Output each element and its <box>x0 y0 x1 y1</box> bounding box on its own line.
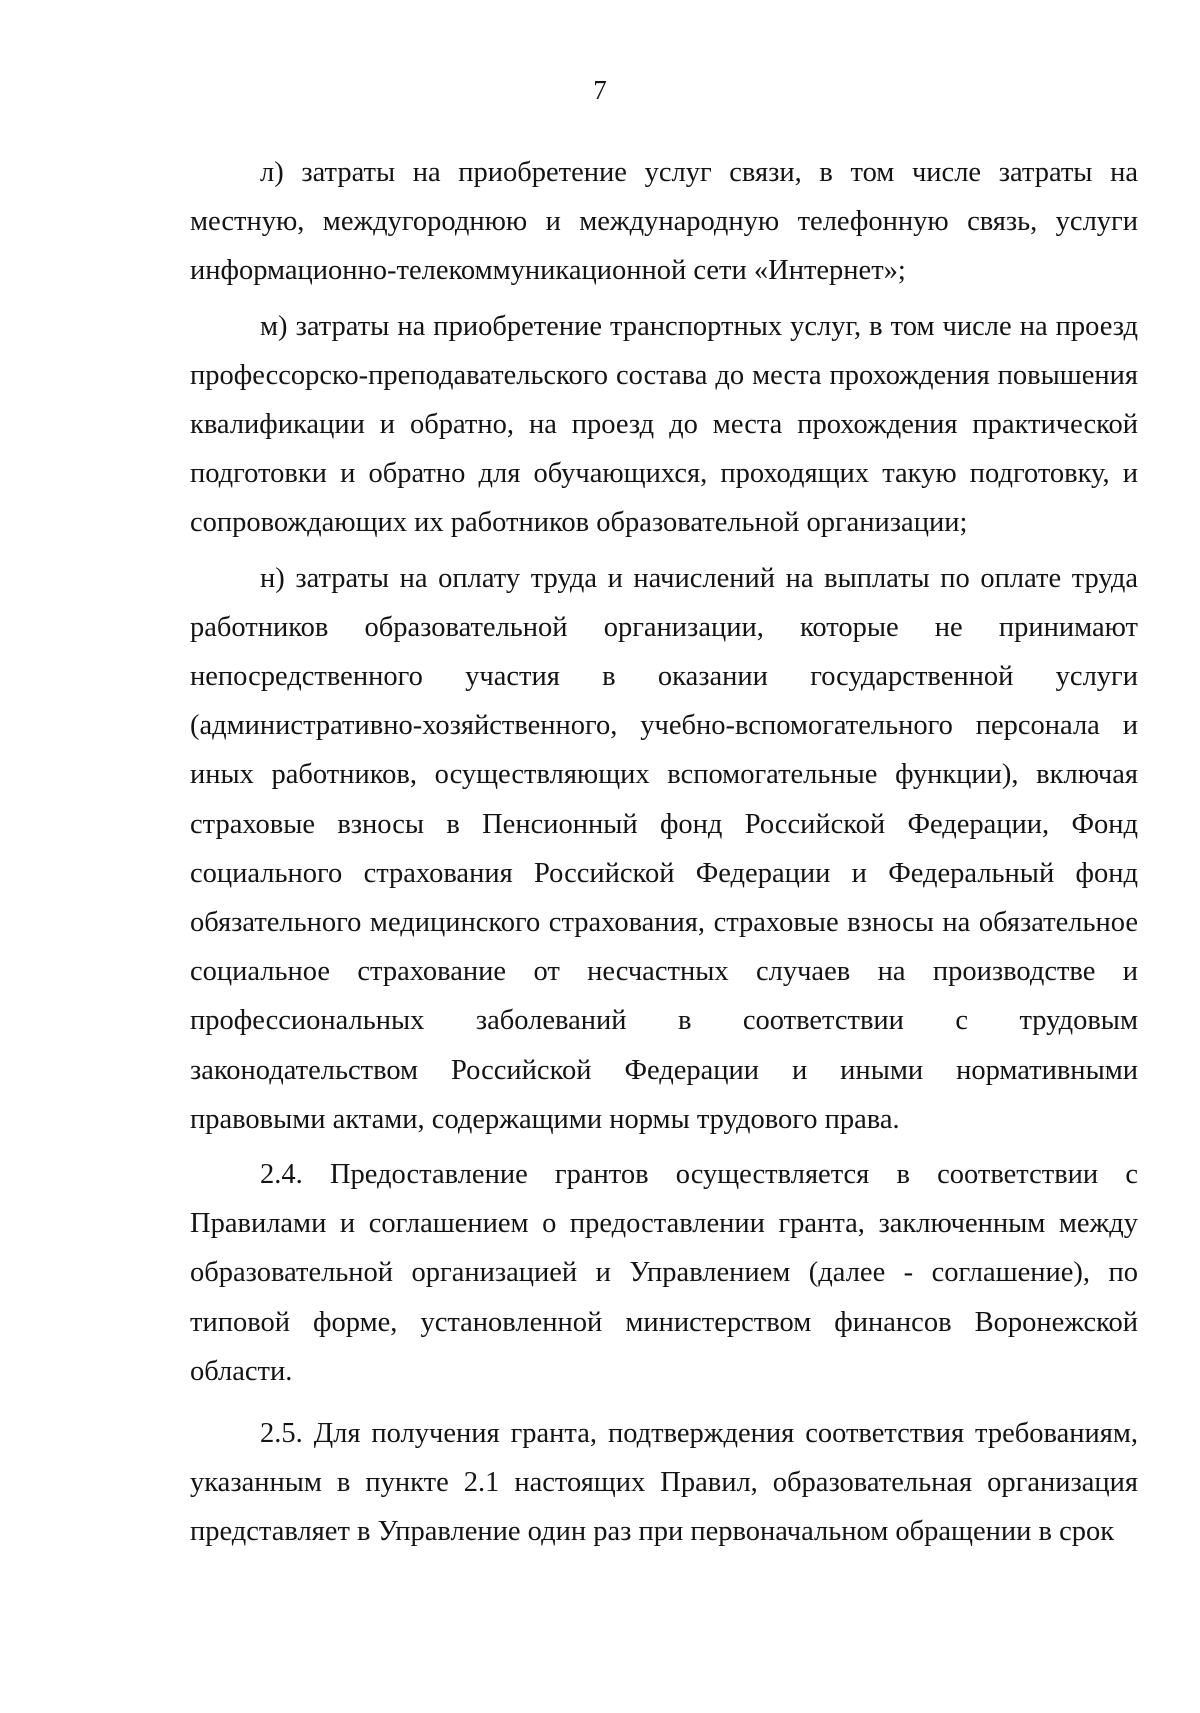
paragraph-item-n: н) затраты на оплату труда и начислений на выплаты по оплате труда работников образовательной организации, которые не принимают непосредственного участия в оказании государственной услуги (административно-хозяйственного, учебно-вспомогательного персонала и иных работников, осуществляющих вспомогательные функции), включая страховые взносы в Пенсионный фонд Российской Федерации, Фонд социального страхования Российской Федерации и Федеральный фонд обязательного медицинского страхования, страховые взносы на обязательное социальное страхование от несчастных случаев на производстве и профессиональных заболеваний в соответствии с трудовым законодательством Российской Федерации и иными нормативными правовыми актами, содержащими нормы трудового права. <box>190 562 1138 1135</box>
paragraph-section-2-5: 2.5. Для получения гранта, подтверждения соответствия требованиям, указанным в пункте 2.1 настоящих Правил, образовательная организация представляет в Управление один раз при первоначальном обращении в срок <box>190 1418 1138 1548</box>
paragraph-item-m: м) затраты на приобретение транспортных услуг, в том числе на проезд профессорско-преподавательского состава до места прохождения повышения квалификации и обратно, на проезд до места прохождения практической подготовки и обратно для обучающихся, проходящих такую подготовку, и сопровождающих их работников образовательной организации; <box>190 310 1138 539</box>
paragraph-section-2-4: 2.4. Предоставление грантов осуществляется в соответствии с Правилами и соглашением о предоставлении гранта, заключенным между образовательной организацией и Управлением (далее - соглашение), по типовой форме, установленной министерством финансов Воронежской области. <box>190 1159 1138 1387</box>
document-body <box>190 148 1138 1557</box>
page-number: 7 <box>593 75 607 105</box>
paragraph-item-l: л) затраты на приобретение услуг связи, в том числе затраты на местную, междугороднюю и международную телефонную связь, услуги информационно-телекоммуникационной сети «Интернет»; <box>190 157 1138 287</box>
